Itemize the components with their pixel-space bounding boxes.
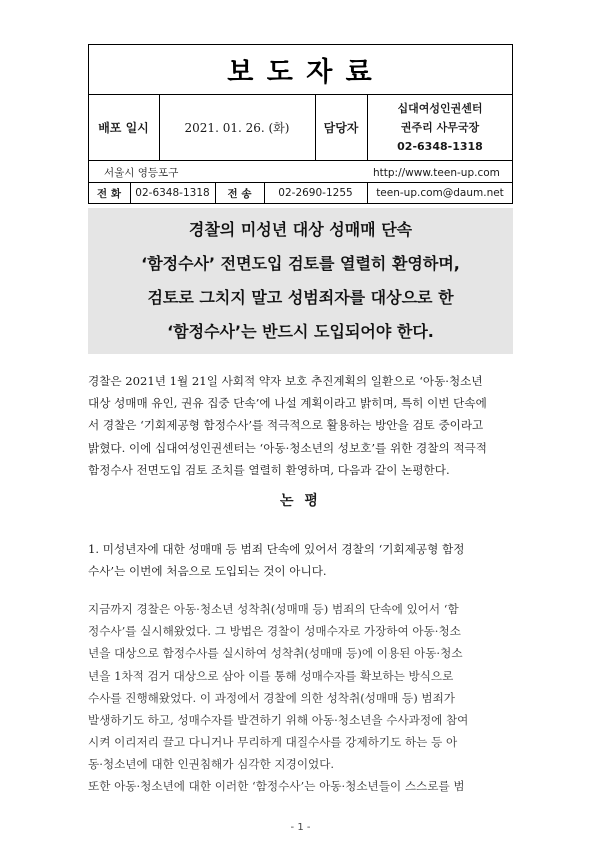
paragraph-line: 지금까지 경찰은 아동·청소년 성착취(성매매 등) 범죄의 단속에 있어서 ‘함 bbox=[88, 602, 459, 616]
headline-line-4: ‘함정수사’는 반드시 도입되어야 한다. bbox=[167, 322, 434, 341]
contact-phone: 02-6348-1318 bbox=[397, 139, 483, 153]
headline-line-3: 검토로 그치지 말고 성범죄자를 대상으로 한 bbox=[147, 288, 454, 307]
phone-number-text: 02-6348-1318 bbox=[135, 187, 210, 199]
paragraph-line: 년을 대상으로 함정수사를 실시하여 성착취(성매매 등)에 이용된 아동·청소 bbox=[88, 646, 463, 661]
paragraph-line: 발생하기도 하고, 성매수자를 발견하기 위해 아동·청소년을 수사과정에 참여 bbox=[88, 713, 469, 728]
distribution-date-text: 2021. 01. 26. (화) bbox=[184, 120, 290, 135]
paragraph-line: 동·청소년에 대한 인권침해가 심각한 지경이었다. bbox=[88, 757, 335, 772]
contact-label bbox=[315, 94, 367, 160]
contact-label-text: 담당자 bbox=[323, 120, 359, 135]
org-website[interactable]: http://www.teen-up.com bbox=[373, 167, 500, 179]
headline-box bbox=[88, 208, 513, 354]
contact-person: 권주리 사무국장 bbox=[400, 120, 480, 134]
phone-number bbox=[130, 182, 215, 204]
page-number: - 1 - bbox=[290, 822, 311, 833]
body-paragraph-2 bbox=[88, 598, 524, 776]
intro-line: 함정수사 전면도입 검토 조치를 열렬히 환영하며, 다음과 같이 논평한다. bbox=[88, 462, 450, 477]
intro-line: 대상 성매매 유인, 권유 집중 단속’에 나설 계획이라고 밝히며, 특히 이번 단속에 bbox=[88, 396, 487, 411]
contact-org: 십대여성인권센터 bbox=[397, 101, 483, 115]
point-line: 1. 미성년자에 대한 성매매 등 범죄 단속에 있어서 경찰의 ‘기회제공형 함정 bbox=[88, 542, 465, 556]
contact-info bbox=[367, 94, 513, 160]
headline-line-2: ‘함정수사’ 전면도입 검토를 열렬히 환영하며, bbox=[141, 254, 460, 273]
headline-line-1: 경찰의 미성년 대상 성매매 단속 bbox=[188, 220, 413, 239]
org-address: 서울시 영등포구 bbox=[104, 167, 179, 179]
paragraph-line: 수사를 진행해왔었다. 이 과정에서 경찰에 의한 성착취(성매매 등) 범죄가 bbox=[88, 690, 456, 705]
point-1 bbox=[88, 538, 524, 582]
point-line: 수사’는 이번에 처음으로 도입되는 것이 아니다. bbox=[88, 564, 327, 579]
phone-label bbox=[88, 182, 130, 204]
section-title: 논 평 bbox=[280, 493, 321, 509]
paragraph-line: 정수사’를 실시해왔었다. 그 방법은 경찰이 성매수자로 가장하여 아동·청소 bbox=[88, 624, 461, 639]
email-address[interactable] bbox=[367, 182, 513, 204]
distribution-date bbox=[159, 94, 315, 160]
distribution-label bbox=[88, 94, 159, 160]
paragraph-line: 또한 아동·청소년에 대한 이러한 ‘함정수사’는 아동·청소년들이 스스로를 범 bbox=[88, 779, 465, 793]
email-text[interactable]: teen-up.com@daum.net bbox=[376, 187, 504, 199]
intro-line: 서 경찰은 ‘기회제공형 함정수사’를 적극적으로 활용하는 방안을 검토 중이라고 bbox=[88, 418, 484, 433]
intro-line: 밝혔다. 이에 십대여성인권센터는 ‘아동·청소년의 성보호’를 위한 경찰의 적극적 bbox=[88, 440, 487, 455]
paragraph-line: 시켜 이리저리 끌고 다니거나 무리하게 대질수사를 강제하기도 하는 등 아 bbox=[88, 735, 458, 750]
intro-line: 경찰은 2021년 1월 21일 사회적 약자 보호 추진계획의 일환으로 ‘아동·청소년 bbox=[88, 374, 483, 388]
fax-number bbox=[264, 182, 367, 204]
document-title bbox=[88, 44, 513, 94]
title-text: 보 도 자 료 bbox=[227, 56, 374, 88]
intro-paragraph bbox=[88, 370, 524, 481]
phone-label-text: 전 화 bbox=[97, 187, 121, 200]
fax-label-text: 전 송 bbox=[227, 187, 252, 200]
body-paragraph-3 bbox=[88, 775, 524, 797]
distribution-label-text: 배포 일시 bbox=[98, 120, 149, 135]
fax-label bbox=[215, 182, 264, 204]
paragraph-line: 년을 1차적 검거 대상으로 삼아 이를 통해 성매수자를 확보하는 방식으로 bbox=[88, 668, 454, 683]
fax-number-text: 02-2690-1255 bbox=[278, 187, 353, 199]
